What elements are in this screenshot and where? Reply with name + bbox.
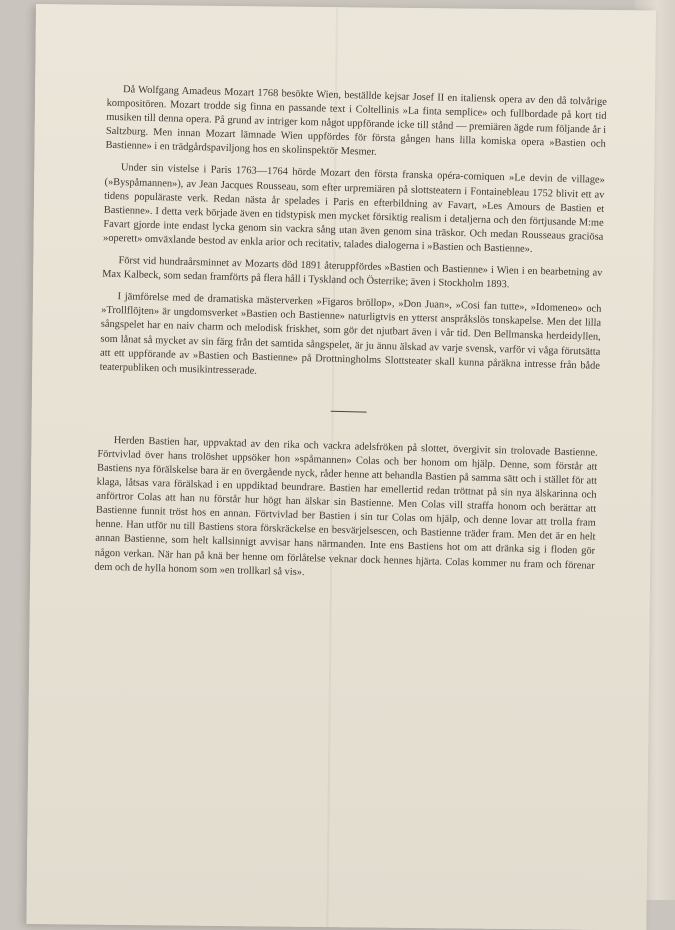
paper-sheet: [26, 4, 656, 930]
paragraph-jamforelse: I jämförelse med de dramatiska mästerverken »Figaros bröllop», »Don Juan», »Cosi fan tutte», »Idomeneo» och »Trollflöjten» är ungdomsverket »Bastien och Bastienne» naturligtvis en ytterst anspråkslös tonskapelse. Men det lilla sångspelet har en naiv charm och melodisk friskhet, som gör det njutbart även i vår tid. Den Bellmanska herdeidyllen, som lånat så mycket av sin färg från det samtida sångspelet, är ju ännu älskad av varje svensk, varför vi våga förutsätta att ett uppförande av »Bastien och Bastienne» på Drottningholms Slottsteater skall kunna påräkna intresse från både teaterpubliken och musikintresserade.: [99, 291, 602, 377]
paragraph-hundraarsminnet: Först vid hundraårsminnet av Mozarts död 1891 återuppfördes »Bastien och Bastienne» i Wien i en bearbetning av Max Kalbeck, som sedan framförts på flera håll i Tyskland och Österrike; även i Stockholm 1893.: [102, 255, 603, 291]
document-body: [94, 83, 607, 596]
paragraph-mozart-wien: Då Wolfgang Amadeus Mozart 1768 besökte Wien, beställde kejsar Josef II en italiensk opera av den då tolvårige kompositören. Mozart trodde sig finna en passande text i Coltellinis »La finta semplice» och fullbordade på kort tid musiken till denna opera. På grund av intriger kom något uppförande icke till stånd — premiären ägde rum följande år i Saltzburg. Men innan Mozart lämnade Wien uppfördes för första gången hans lilla komiska opera »Bastien och Bastienne» i en trädgårdspaviljong hos en skolinspektör Mesmer.: [105, 84, 607, 159]
paragraph-handling: Herden Bastien har, uppvaktad av den rika och vackra adelsfröken på slottet, övergivit sin trolovade Bastienne. Förtvivlad över hans trolöshet uppsöker hon »spåmannen» Colas och ber honom om hjälp. Denne, som förstår att Bastiens nya förälskelse bara är en övergående nyck, råder henne att behandla Bastien på samma sätt och i stället för att klaga, låtsas vara förälskad i en uppdiktad beundrare. Bastien har emellertid redan tröttnat på sin nya älskarinna och anförtror Colas att han nu förstår hur högt han älskar sin Bastienne. Men Colas vill straffa honom och berättar att Bastienne funnit tröst hos en annan. Förtvivlad ber Bastien i sin tur Colas om hjälp, och denne lovar att trolla fram henne. Han utför nu till Bastiens stora förskräckelse en besvärjelsescen, och Bastienne träder fram. Men det är en helt annan Bastienne, som helt kallsinnigt avvisar hans närmanden. Inte ens Bastiens hot om att dränka sig i floden gör någon verkan. När han på knä ber henne om förlåtelse veknar dock hennes hjärta. Colas kommer nu fram och förenar dem och de hylla honom som »en trollkarl så vis».: [94, 434, 598, 578]
section-divider: [331, 410, 367, 412]
paragraph-paris-rousseau: Under sin vistelse i Paris 1763—1764 hörde Mozart den första franska opéra-comiquen »Le devin de village» (»Byspåmannen»), av Jean Jacques Rousseau, som efter urpremiären på slottsteatern i Fontainebleau 1752 blivit ett av tidens populäraste verk. Redan nästa år spelades i Paris en efterbildning av Favart, »Les Amours de Bastien et Bastienne». I detta verk började även en tidstypisk men mycket försiktig realism i detaljerna och den förtjusande M:me Favart gjorde inte endast lycka genom sin vackra sång utan även genom sina träskor. Och medan Rousseaus graciösa »operett» omväxlande bestod av enkla arior och recitativ, talades dialogerna i »Bastien och Bastienne».: [102, 162, 605, 255]
